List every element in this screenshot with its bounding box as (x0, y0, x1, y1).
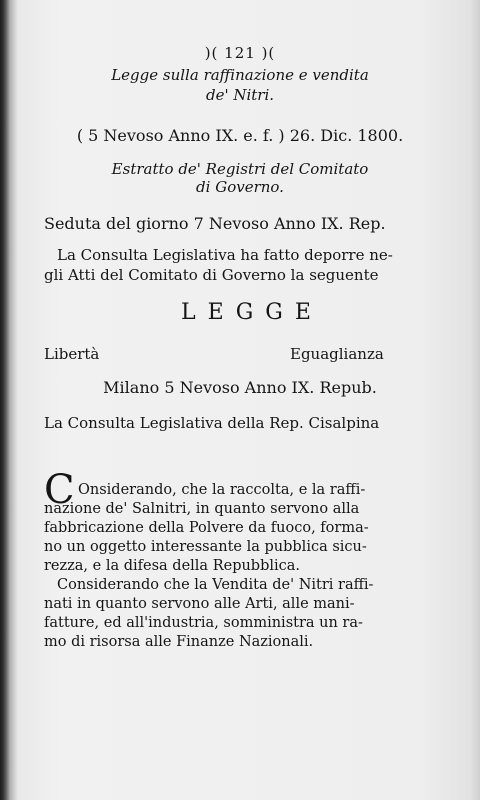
consulta-intro-line-2: gli Atti del Comitato di Governo la seguente (44, 266, 379, 284)
paragraph1-line-4: no un oggetto interessante la pubblica sicu- (44, 539, 367, 555)
paragraph1-line-5: rezza, e la difesa della Repubblica. (44, 558, 301, 574)
paragraph1-line-2: nazione de' Salnitri, in quanto servono alla (44, 501, 360, 517)
page-number: )( 121 )( (204, 44, 276, 62)
place-date-line: Milano 5 Nevoso Anno IX. Repub. (103, 378, 377, 397)
title-line-2: de' Nitri. (205, 86, 275, 104)
paragraph2-line-2: nati in quanto servono alle Arti, alle mani- (44, 596, 355, 612)
paragraph2-line-1: Considerando che la Vendita de' Nitri raffi- (57, 577, 374, 593)
paragraph1-line-1: Onsiderando, che la raccolta, e la raffi- (78, 482, 366, 498)
issuer-line: La Consulta Legislativa della Rep. Cisalpina (44, 414, 380, 432)
paragraph2-line-3: fatture, ed all'industria, somministra un ra- (44, 615, 363, 631)
extract-line-2: di Governo. (196, 178, 284, 196)
spine-shadow (0, 0, 10, 800)
seduta-line: Seduta del giorno 7 Nevoso Anno IX. Rep. (44, 214, 386, 233)
paragraph2-line-4: mo di risorsa alle Finanze Nazionali. (44, 634, 314, 650)
extract-line-1: Estratto de' Registri del Comitato (111, 160, 369, 178)
drop-cap: C (44, 467, 75, 513)
consulta-intro-line-1: La Consulta Legislativa ha fatto deporre ne- (57, 246, 393, 264)
law-heading: LEGGE (181, 300, 323, 325)
date-line: ( 5 Nevoso Anno IX. e. f. ) 26. Dic. 1800. (76, 126, 404, 145)
paragraph1-line-3: fabbricazione della Polvere da fuoco, forma- (44, 520, 369, 536)
motto-eguaglianza: Eguaglianza (290, 345, 384, 363)
title-line-1: Legge sulla raffinazione e vendita (111, 66, 369, 84)
motto-liberta: Libertà (44, 345, 100, 363)
